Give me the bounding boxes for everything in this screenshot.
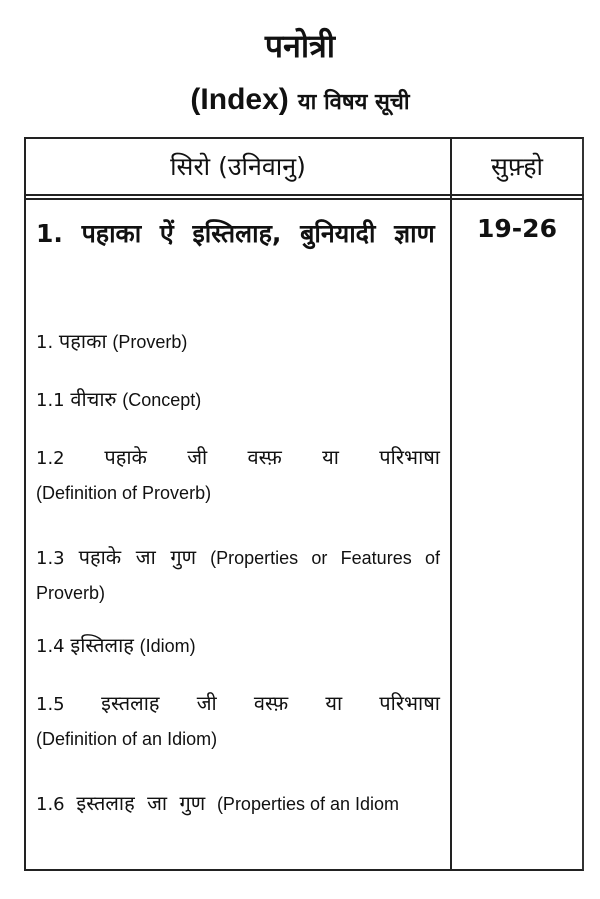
list-item — [36, 440, 440, 511]
section-pages: 19-26 — [477, 214, 557, 243]
list-item — [36, 540, 440, 611]
entry-english: (Definition of an Idiom) — [36, 729, 218, 749]
list-item — [36, 324, 440, 360]
page-title: पनोत्री — [264, 27, 336, 65]
subtitle-hindi: या विषय सूची — [297, 90, 410, 115]
subtitle-english: (Index) — [190, 83, 289, 116]
entry-english: (Idiom) — [139, 636, 196, 656]
entry-number: 1.4 — [36, 636, 65, 657]
header-divider-right — [450, 194, 584, 196]
entry-number: 1.5 — [36, 694, 65, 715]
entry-hindi: इस्तलाह जी वस्फ़ या परिभाषा — [101, 691, 440, 715]
list-item — [36, 382, 440, 418]
section-title: 1. पहाका ऐं इस्तिलाह, बुनियादी ज्ञाण — [36, 219, 435, 248]
entry-number: 1.3 — [36, 548, 65, 569]
header-divider-right-double — [450, 198, 584, 200]
entry-english: (Concept) — [122, 390, 202, 410]
entry-hindi: इस्तलाह जा गुण — [76, 791, 206, 815]
entry-hindi: पहाके जी वस्फ़ या परिभाषा — [104, 445, 440, 469]
entry-english: (Definition of Proverb) — [36, 483, 212, 503]
entry-hindi: पहाके जा गुण — [78, 545, 197, 569]
entry-english: (Properties or Features of Proverb) — [36, 548, 440, 603]
list-item — [36, 628, 440, 664]
column-header-topic: सिरो (उनिवानु) — [170, 152, 306, 181]
entry-number: 1.6 — [36, 794, 65, 815]
list-item — [36, 786, 440, 822]
header-divider — [24, 194, 451, 196]
entry-number: 1.2 — [36, 448, 65, 469]
entry-number: 1. — [36, 332, 54, 353]
entry-english: (Proverb) — [112, 332, 188, 352]
entry-hindi: इस्तिलाह — [70, 633, 134, 657]
header-divider-double — [24, 198, 451, 200]
list-item — [36, 686, 440, 757]
entry-english: (Properties of an Idiom — [216, 794, 400, 814]
column-header-page: सुफ़्हो — [491, 152, 543, 181]
entry-number: 1.1 — [36, 390, 65, 411]
entry-hindi: पहाका — [58, 329, 107, 353]
entry-hindi: वीचारु — [70, 387, 117, 411]
page-subtitle — [0, 80, 600, 123]
